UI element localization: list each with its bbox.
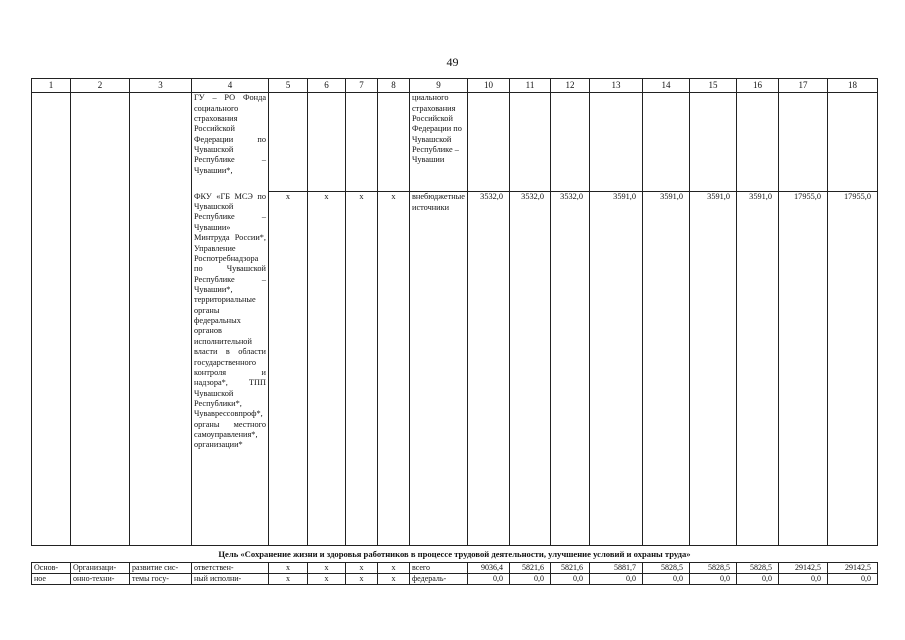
value-cell: 0,0 <box>468 573 510 584</box>
x-mark: x <box>378 192 410 546</box>
row-cell: темы госу- <box>130 573 192 584</box>
value-cell: 17955,0 <box>828 192 878 546</box>
col-num: 9 <box>410 79 468 93</box>
row-cell: развитие сис- <box>130 562 192 573</box>
value-cell: 3532,0 <box>551 192 590 546</box>
col-num: 8 <box>378 79 410 93</box>
value-cell: 3591,0 <box>590 192 643 546</box>
funding-source-cell: циального страхования Российской Федерации по Чувашской Республике – Чувашии <box>410 93 468 192</box>
value-cell: 5881,7 <box>590 562 643 573</box>
value-cell: 5828,5 <box>690 562 737 573</box>
x-mark: x <box>269 573 308 584</box>
col-num: 14 <box>643 79 690 93</box>
value-cell: 3532,0 <box>510 192 551 546</box>
x-mark: x <box>269 192 308 546</box>
goal-row <box>32 546 878 563</box>
col-num: 12 <box>551 79 590 93</box>
executor-cell: ФКУ «ГБ МСЭ по Чувашской Республике – Чувашии» Минтруда России*, Управление Роспотребнадзора по Чувашской Республике – Чувашии*, территориальные органы федеральных органов исполнительной власти в области государственного контроля и надзора*, ТПП Чувашской Республики*, Чуваврессовпроф*, органы местного самоуправления*, организации* <box>192 192 269 546</box>
x-mark: x <box>308 192 346 546</box>
row-cell: Основ- <box>32 562 71 573</box>
x-mark: x <box>346 192 378 546</box>
table-row <box>32 573 878 584</box>
col-num: 2 <box>71 79 130 93</box>
value-cell: 5821,6 <box>551 562 590 573</box>
value-cell: 0,0 <box>690 573 737 584</box>
x-mark: x <box>346 562 378 573</box>
col-num: 3 <box>130 79 192 93</box>
funding-source-cell: всего <box>410 562 468 573</box>
value-cell: 0,0 <box>551 573 590 584</box>
x-mark: x <box>308 573 346 584</box>
col-num: 10 <box>468 79 510 93</box>
row-cell: Организаци- <box>71 562 130 573</box>
value-cell: 29142,5 <box>779 562 828 573</box>
executor-cell: ГУ – РО Фонда социального страхования Российской Федерации по Чувашской Республике – Чувашии*, <box>192 93 269 192</box>
x-mark: x <box>269 562 308 573</box>
col-num: 5 <box>269 79 308 93</box>
x-mark: x <box>378 562 410 573</box>
table-row <box>32 562 878 573</box>
value-cell: 0,0 <box>828 573 878 584</box>
x-mark: x <box>346 573 378 584</box>
col-num: 17 <box>779 79 828 93</box>
value-cell: 3591,0 <box>690 192 737 546</box>
col-num: 4 <box>192 79 269 93</box>
col-num: 18 <box>828 79 878 93</box>
x-mark: x <box>378 573 410 584</box>
value-cell: 3532,0 <box>468 192 510 546</box>
col-num: 13 <box>590 79 643 93</box>
col-num: 11 <box>510 79 551 93</box>
col-num: 15 <box>690 79 737 93</box>
value-cell: 0,0 <box>590 573 643 584</box>
row-cell: ное <box>32 573 71 584</box>
row-cell: ный исполни- <box>192 573 269 584</box>
value-cell: 17955,0 <box>779 192 828 546</box>
col-num: 6 <box>308 79 346 93</box>
col-num: 16 <box>737 79 779 93</box>
x-mark: x <box>308 562 346 573</box>
value-cell: 5821,6 <box>510 562 551 573</box>
value-cell: 0,0 <box>510 573 551 584</box>
funding-source-cell: внебюджетные источники <box>410 192 468 546</box>
goal-heading: Цель «Сохранение жизни и здоровья работников в процессе трудовой деятельности, улучшение условий и охраны труда» <box>32 546 878 563</box>
table-row <box>32 93 878 192</box>
row-cell: ответствен- <box>192 562 269 573</box>
value-cell: 0,0 <box>737 573 779 584</box>
page-number: 49 <box>446 55 459 69</box>
value-cell: 0,0 <box>779 573 828 584</box>
col-num: 1 <box>32 79 71 93</box>
value-cell: 5828,5 <box>737 562 779 573</box>
value-cell: 3591,0 <box>737 192 779 546</box>
row-cell: онно-техни- <box>71 573 130 584</box>
col-num: 7 <box>346 79 378 93</box>
value-cell: 3591,0 <box>643 192 690 546</box>
value-cell: 29142,5 <box>828 562 878 573</box>
funding-source-cell: федераль- <box>410 573 468 584</box>
column-number-row <box>32 79 878 93</box>
value-cell: 0,0 <box>643 573 690 584</box>
program-table <box>31 78 878 585</box>
value-cell: 9036,4 <box>468 562 510 573</box>
value-cell: 5828,5 <box>643 562 690 573</box>
